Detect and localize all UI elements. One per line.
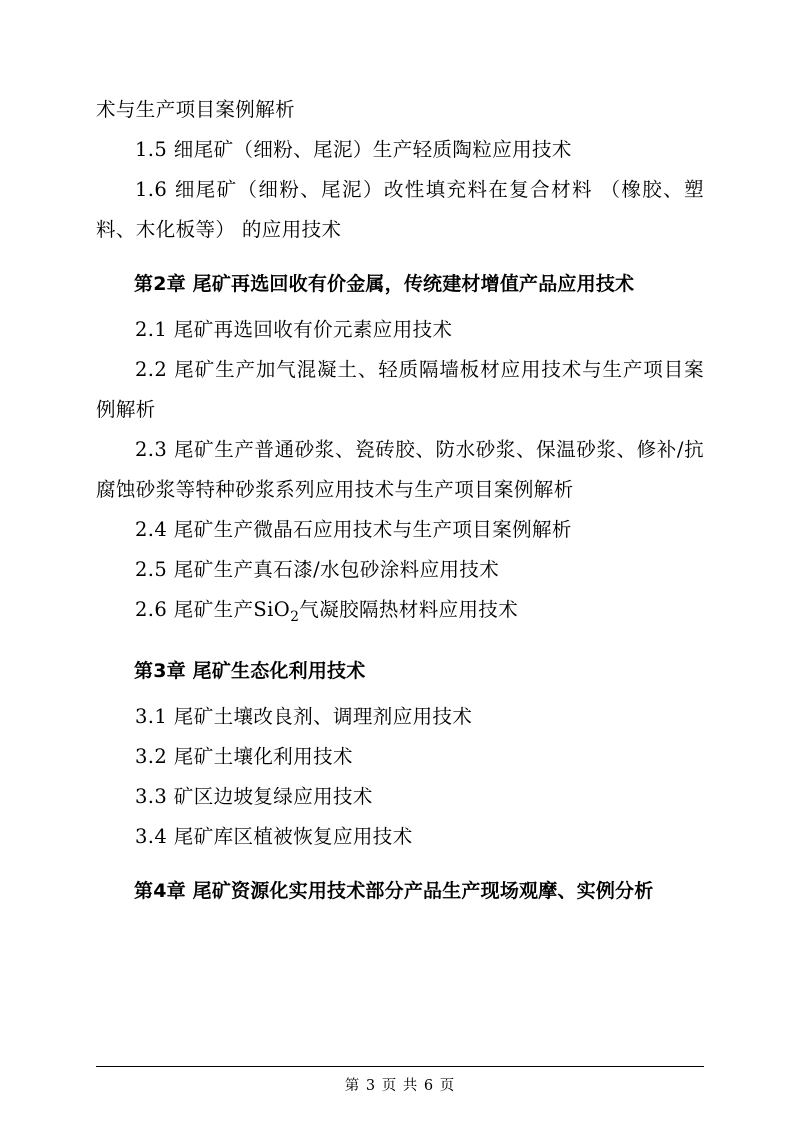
- list-item-2-6-post: 气凝胶隔热材料应用技术: [299, 598, 519, 621]
- list-item-1-5: 1.5 细尾矿（细粉、尾泥）生产轻质陶粒应用技术: [135, 138, 572, 161]
- page-number: 第 3 页 共 6 页: [344, 1078, 456, 1094]
- footer-divider: [96, 1066, 704, 1067]
- list-item-2-6: [96, 590, 704, 637]
- list-item-2-2: 2.2 尾矿生产加气混凝土、轻质隔墙板材应用技术与生产项目案例解析: [96, 358, 704, 421]
- paragraph-continued: 术与生产项目案例解析: [96, 98, 296, 121]
- heading-chapter-2: 第2章 尾矿再选回收有价金属，传统建材增值产品应用技术: [134, 273, 635, 295]
- document-body: [96, 90, 704, 911]
- list-item-1-6: 1.6 细尾矿（细粉、尾泥）改性填充料在复合材料 （橡胶、塑料、木化板等） 的应用技术: [96, 178, 704, 241]
- list-item-2-3: 2.3 尾矿生产普通砂浆、瓷砖胶、防水砂浆、保温砂浆、修补/抗腐蚀砂浆等特种砂浆系列应用技术与生产项目案例解析: [96, 438, 704, 501]
- list-item-3-4: 3.4 尾矿库区植被恢复应用技术: [135, 824, 413, 848]
- list-item-3-2: 3.2 尾矿土壤化利用技术: [135, 744, 353, 768]
- list-item-3-1: 3.1 尾矿土壤改良剂、调理剂应用技术: [135, 704, 473, 728]
- list-item-3-3: 3.3 矿区边坡复绿应用技术: [135, 784, 373, 808]
- heading-chapter-3: 第3章 尾矿生态化利用技术: [134, 659, 366, 682]
- page-footer: [0, 1066, 800, 1095]
- heading-chapter-4: 第4章 尾矿资源化实用技术部分产品生产现场观摩、实例分析: [134, 879, 654, 902]
- list-item-2-1: 2.1 尾矿再选回收有价元素应用技术: [135, 318, 453, 341]
- list-item-2-4: 2.4 尾矿生产微晶石应用技术与生产项目案例解析: [135, 518, 572, 541]
- list-item-2-6-pre: 2.6 尾矿生产SiO: [135, 598, 291, 621]
- subscript-2: 2: [290, 608, 300, 625]
- list-item-2-5: 2.5 尾矿生产真石漆/水包砂涂料应用技术: [135, 558, 500, 581]
